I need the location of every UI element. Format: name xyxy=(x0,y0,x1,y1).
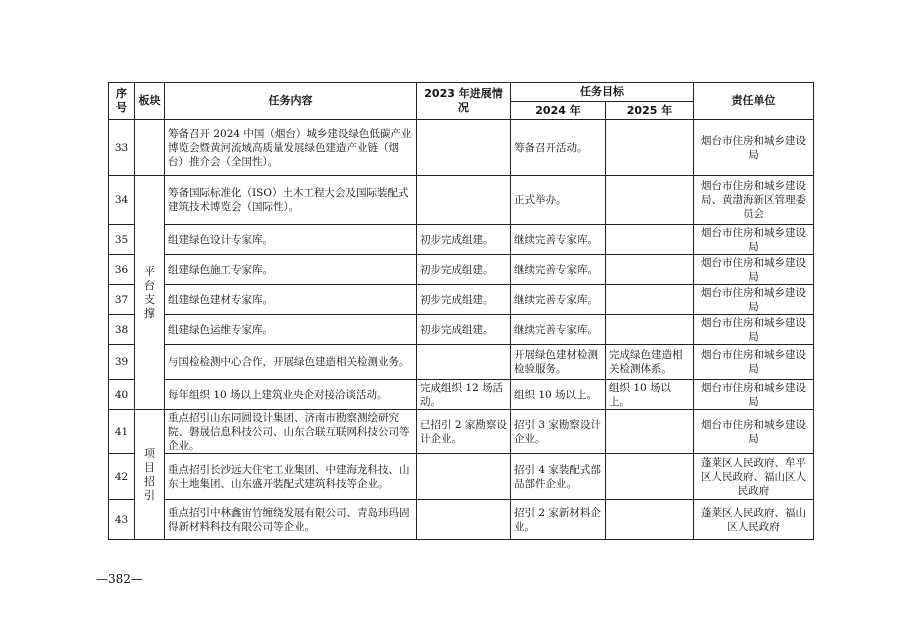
row-2024: 招引 2 家新材料企业。 xyxy=(511,500,606,540)
row-progress: 初步完成组建。 xyxy=(417,285,511,315)
row-unit: 烟台市住房和城乡建设局 xyxy=(694,225,814,255)
table-row xyxy=(109,315,814,345)
row-no: 38 xyxy=(109,315,135,345)
section-cell-empty xyxy=(135,120,165,176)
table-row xyxy=(109,345,814,380)
header-progress: 2023 年进展情况 xyxy=(417,83,511,120)
row-2024: 招引 4 家装配式部品部件企业。 xyxy=(511,454,606,500)
row-unit: 蓬莱区人民政府、福山区人民政府 xyxy=(694,500,814,540)
row-no: 43 xyxy=(109,500,135,540)
row-unit: 蓬莱区人民政府、牟平区人民政府、福山区人民政府 xyxy=(694,454,814,500)
row-progress xyxy=(417,500,511,540)
row-task: 筹备召开 2024 中国（烟台）城乡建设绿色低碳产业博览会暨黄河流域高质量发展绿色建造产业链（烟台）推介会（全国性）。 xyxy=(165,120,417,176)
table-row xyxy=(109,454,814,500)
task-table xyxy=(108,82,814,540)
row-2024: 正式举办。 xyxy=(511,176,606,225)
row-unit: 烟台市住房和城乡建设局 xyxy=(694,410,814,454)
table-row xyxy=(109,255,814,285)
row-no: 35 xyxy=(109,225,135,255)
row-no: 40 xyxy=(109,380,135,410)
row-2024: 筹备召开活动。 xyxy=(511,120,606,176)
row-unit: 烟台市住房和城乡建设局 xyxy=(694,345,814,380)
row-task: 与国检检测中心合作，开展绿色建造相关检测业务。 xyxy=(165,345,417,380)
row-task: 筹备国际标准化（ISO）土木工程大会及国际装配式建筑技术博览会（国际性）。 xyxy=(165,176,417,225)
row-progress xyxy=(417,454,511,500)
row-task: 组建绿色运维专家库。 xyxy=(165,315,417,345)
row-2025 xyxy=(606,176,694,225)
row-2024: 继续完善专家库。 xyxy=(511,255,606,285)
header-target: 任务目标 xyxy=(511,83,694,102)
row-progress xyxy=(417,345,511,380)
row-task: 重点招引长沙远大住宅工业集团、中建海龙科技、山东土地集团、山东盛开装配式建筑科技等企业。 xyxy=(165,454,417,500)
section-recruit xyxy=(135,410,165,540)
row-no: 41 xyxy=(109,410,135,454)
row-no: 42 xyxy=(109,454,135,500)
row-unit: 烟台市住房和城乡建设局 xyxy=(694,315,814,345)
row-2025 xyxy=(606,315,694,345)
table-row xyxy=(109,500,814,540)
row-2025 xyxy=(606,410,694,454)
table-row xyxy=(109,176,814,225)
row-unit: 烟台市住房和城乡建设局 xyxy=(694,120,814,176)
row-progress: 初步完成组建。 xyxy=(417,315,511,345)
row-2025: 完成绿色建造相关检测体系。 xyxy=(606,345,694,380)
row-task: 重点招引山东同圆设计集团、济南市勘察测绘研究院、磐晟信息科技公司、山东合联互联网科技公司等企业。 xyxy=(165,410,417,454)
row-2025 xyxy=(606,500,694,540)
row-no: 34 xyxy=(109,176,135,225)
row-task: 组建绿色建材专家库。 xyxy=(165,285,417,315)
page-number: —382— xyxy=(96,572,143,586)
header-section: 板块 xyxy=(135,83,165,120)
row-no: 33 xyxy=(109,120,135,176)
row-unit: 烟台市住房和城乡建设局、黄渤海新区管理委员会 xyxy=(694,176,814,225)
row-2025 xyxy=(606,120,694,176)
row-task: 组建绿色施工专家库。 xyxy=(165,255,417,285)
table-row xyxy=(109,285,814,315)
row-progress: 初步完成组建。 xyxy=(417,255,511,285)
row-unit: 烟台市住房和城乡建设局 xyxy=(694,380,814,410)
header-task: 任务内容 xyxy=(165,83,417,120)
table-row xyxy=(109,225,814,255)
section-recruit-label: 项目招引 xyxy=(144,446,155,502)
row-unit: 烟台市住房和城乡建设局 xyxy=(694,255,814,285)
row-progress xyxy=(417,120,511,176)
row-2025 xyxy=(606,454,694,500)
row-2025: 组织 10 场以上。 xyxy=(606,380,694,410)
row-progress: 已招引 2 家勘察设计企业。 xyxy=(417,410,511,454)
header-unit: 责任单位 xyxy=(694,83,814,120)
row-task: 组建绿色设计专家库。 xyxy=(165,225,417,255)
table-row xyxy=(109,410,814,454)
row-no: 39 xyxy=(109,345,135,380)
row-2024: 继续完善专家库。 xyxy=(511,315,606,345)
row-2024: 继续完善专家库。 xyxy=(511,225,606,255)
row-2024: 开展绿色建材检测检验服务。 xyxy=(511,345,606,380)
row-no: 37 xyxy=(109,285,135,315)
section-platform-label: 平台支撑 xyxy=(144,264,155,320)
row-2025 xyxy=(606,225,694,255)
section-platform xyxy=(135,176,165,410)
row-task: 每年组织 10 场以上建筑业央企对接洽谈活动。 xyxy=(165,380,417,410)
row-unit: 烟台市住房和城乡建设局 xyxy=(694,285,814,315)
row-no: 36 xyxy=(109,255,135,285)
row-2024: 组织 10 场以上。 xyxy=(511,380,606,410)
row-2024: 招引 3 家勘察设计企业。 xyxy=(511,410,606,454)
row-2024: 继续完善专家库。 xyxy=(511,285,606,315)
row-progress: 完成组织 12 场活动。 xyxy=(417,380,511,410)
table-row xyxy=(109,120,814,176)
header-no: 序号 xyxy=(109,83,135,120)
table-row xyxy=(109,380,814,410)
header-2025: 2025 年 xyxy=(606,102,694,120)
header-2024: 2024 年 xyxy=(511,102,606,120)
row-2025 xyxy=(606,285,694,315)
row-progress xyxy=(417,176,511,225)
row-task: 重点招引中林鑫宙竹缠绕发展有限公司、青岛玮玛固得新材料科技有限公司等企业。 xyxy=(165,500,417,540)
row-2025 xyxy=(606,255,694,285)
row-progress: 初步完成组建。 xyxy=(417,225,511,255)
